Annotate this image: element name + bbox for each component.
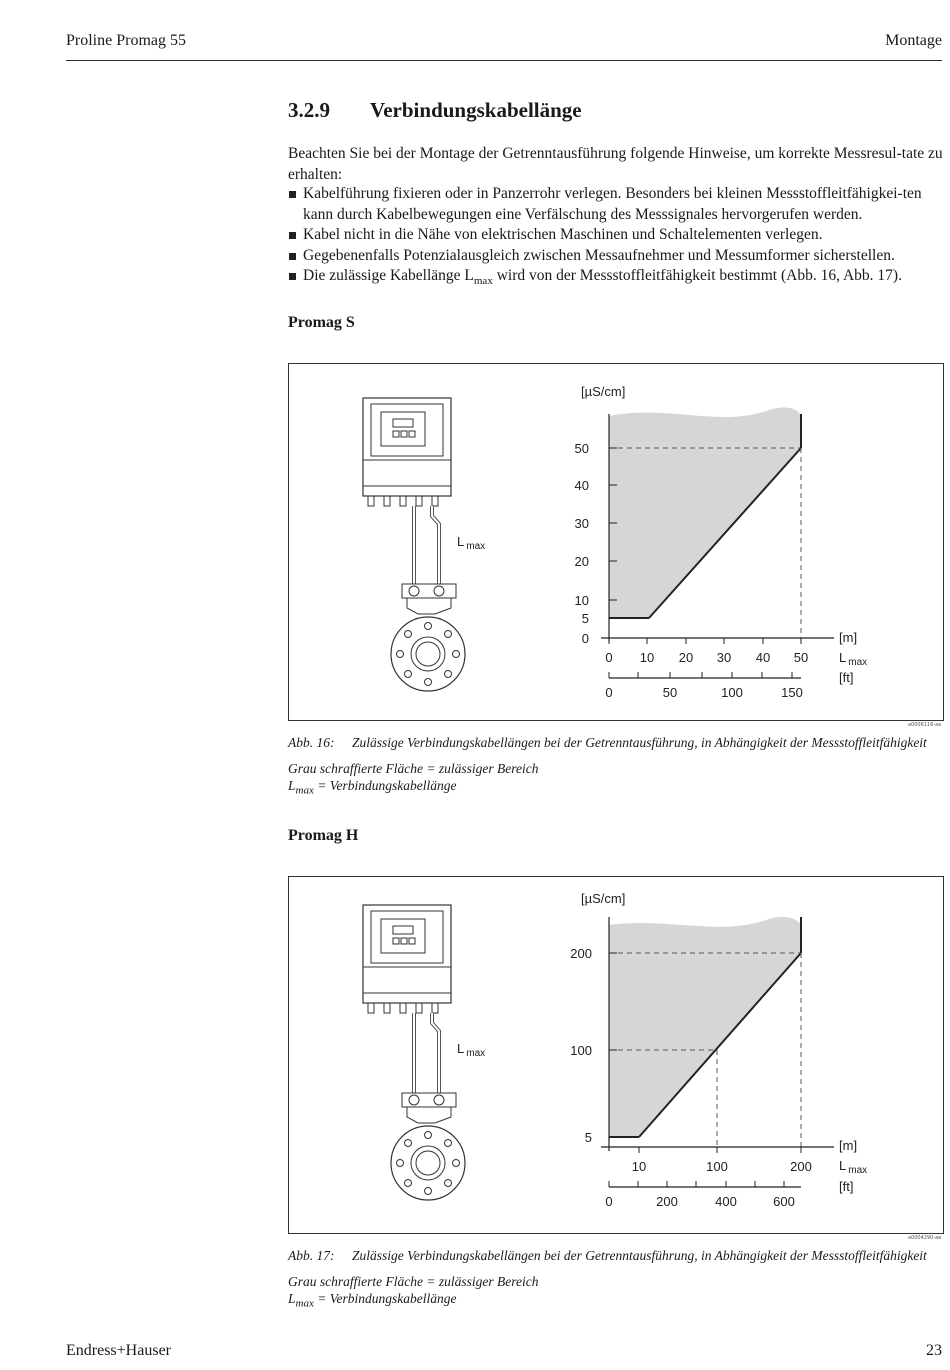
note-var: L xyxy=(288,778,296,793)
device-lmax-sub: max xyxy=(466,541,486,552)
section-heading xyxy=(288,98,582,123)
s-ytick: 20 xyxy=(574,554,589,569)
note-line: Grau schraffierte Fläche = zulässiger Bereich xyxy=(288,1274,539,1289)
s-ytick: 0 xyxy=(581,631,589,646)
s-xtick-m: 20 xyxy=(678,650,694,665)
intro-paragraph: Beachten Sie bei der Montage der Getrenntausführung folgende Hinweise, um korrekte Messresul-tate zu erhalten: xyxy=(288,145,943,183)
s-ytick: 50 xyxy=(574,441,589,456)
h-xlabel-ft: [ft] xyxy=(839,1179,854,1194)
s-ytick: 30 xyxy=(574,516,589,531)
h-xtick-m: 10 xyxy=(631,1159,647,1174)
h-xtick-ft: 400 xyxy=(715,1194,737,1209)
caption-number: Abb. 17: xyxy=(288,1248,335,1263)
h-xlabel-var: L xyxy=(839,1158,847,1173)
s-xtick-ft: 0 xyxy=(605,685,613,700)
figure-caption xyxy=(288,1248,943,1264)
note-line xyxy=(288,1290,538,1310)
s-xtick-m: 10 xyxy=(639,650,655,665)
h-xlabel-sub: max xyxy=(848,1165,868,1176)
device-lmax-var: L xyxy=(457,534,465,549)
figure-heading-promag-h: Promag H xyxy=(288,827,359,844)
h-xticks-ft xyxy=(605,1181,794,1209)
h-ytick: 200 xyxy=(570,946,592,961)
figure-note xyxy=(288,760,539,797)
figure-caption xyxy=(288,735,943,751)
hint-item xyxy=(288,266,943,287)
note-sub: max xyxy=(295,784,314,797)
chart-promag-s xyxy=(575,384,868,700)
figure-svg-s xyxy=(289,364,943,720)
device-drawing xyxy=(363,905,465,1200)
h-ytick: 100 xyxy=(570,1043,592,1058)
figure-id: a0006116-ae xyxy=(908,722,942,728)
h-ylabel: [µS/cm] xyxy=(581,891,626,906)
hint-list xyxy=(288,184,943,287)
h-xtick-ft: 0 xyxy=(605,1194,613,1209)
h-xtick-m: 200 xyxy=(790,1159,812,1174)
device-lmax-label xyxy=(457,1041,485,1059)
caption-number: Abb. 16: xyxy=(288,735,335,750)
s-xtick-m: 50 xyxy=(793,650,809,665)
figure-promag-s xyxy=(288,363,944,721)
h-xtick-m: 100 xyxy=(706,1159,728,1174)
caption-text: Zulässige Verbindungskabellängen bei der Getrenntausführung, in Abhängigkeit der Messstoffleitfähigkeit xyxy=(352,735,927,750)
hint-text: Die zulässige Kabellänge L xyxy=(303,267,474,284)
s-xticks-m xyxy=(605,638,808,665)
s-ytick: 10 xyxy=(574,593,589,608)
note-line xyxy=(288,777,538,797)
note-text: = Verbindungskabellänge xyxy=(313,1291,457,1306)
running-header-chapter: Montage xyxy=(885,32,942,49)
figure-heading-promag-s: Promag S xyxy=(288,314,355,331)
hint-item: Kabelführung fixieren oder in Panzerrohr verlegen. Besonders bei kleinen Messstoffleitfähigkei-ten kann durch Kabelbewegungen eine Verfälschung des Messsignales hervorgerufen werden. xyxy=(288,184,943,225)
note-line: Grau schraffierte Fläche = zulässiger Bereich xyxy=(288,761,539,776)
page-number: 23 xyxy=(926,1342,942,1359)
s-xtick-m: 0 xyxy=(605,650,613,665)
section-number: 3.2.9 xyxy=(288,98,330,122)
note-var: L xyxy=(288,1291,296,1306)
s-ytick: 40 xyxy=(574,478,589,493)
device-lmax-label xyxy=(457,534,485,552)
s-xlabel-var: L xyxy=(839,650,847,665)
h-xtick-ft: 200 xyxy=(656,1194,678,1209)
figure-promag-h xyxy=(288,876,944,1234)
device-lmax-var: L xyxy=(457,1041,465,1056)
s-ytick: 5 xyxy=(581,611,589,626)
note-text: = Verbindungskabellänge xyxy=(313,778,457,793)
s-xlabel-ft: [ft] xyxy=(839,670,854,685)
running-header-title: Proline Promag 55 xyxy=(66,32,186,49)
h-xtick-ft: 600 xyxy=(773,1194,795,1209)
h-xlabel-lmax xyxy=(839,1158,867,1176)
caption-text: Zulässige Verbindungskabellängen bei der Getrenntausführung, in Abhängigkeit der Messstoffleitfähigkeit xyxy=(352,1248,927,1263)
chart-promag-h xyxy=(570,891,867,1209)
s-xtick-m: 40 xyxy=(755,650,771,665)
s-xtick-m: 30 xyxy=(716,650,732,665)
figure-id: a0004290-ae xyxy=(908,1235,942,1241)
device-drawing xyxy=(363,398,465,691)
s-xticks-ft xyxy=(605,672,802,700)
h-ytick: 5 xyxy=(584,1130,592,1145)
hint-item: Gegebenenfalls Potenzialausgleich zwischen Messaufnehmer und Messumformer sicherstellen. xyxy=(288,246,943,267)
s-xlabel-m: [m] xyxy=(839,630,858,645)
hint-subscript: max xyxy=(473,275,493,288)
note-sub: max xyxy=(295,1297,314,1310)
footer-brand: Endress+Hauser xyxy=(66,1342,171,1359)
hint-text: wird von der Messstoffleitfähigkeit bestimmt (Abb. 16, Abb. 17). xyxy=(492,267,902,284)
s-xtick-ft: 100 xyxy=(721,685,743,700)
s-xtick-ft: 50 xyxy=(662,685,678,700)
s-xlabel-sub: max xyxy=(848,657,868,668)
hint-item: Kabel nicht in die Nähe von elektrischen Maschinen und Schaltelementen verlegen. xyxy=(288,225,943,246)
figure-svg-h xyxy=(289,877,943,1233)
device-lmax-sub: max xyxy=(466,1048,486,1059)
header-rule xyxy=(66,60,942,61)
section-title: Verbindungskabellänge xyxy=(370,98,582,122)
s-xtick-ft: 150 xyxy=(781,685,803,700)
s-ylabel: [µS/cm] xyxy=(581,384,626,399)
s-xlabel-lmax xyxy=(839,650,867,668)
figure-note xyxy=(288,1273,539,1310)
h-xlabel-m: [m] xyxy=(839,1138,858,1153)
h-xticks-m xyxy=(632,1147,812,1174)
